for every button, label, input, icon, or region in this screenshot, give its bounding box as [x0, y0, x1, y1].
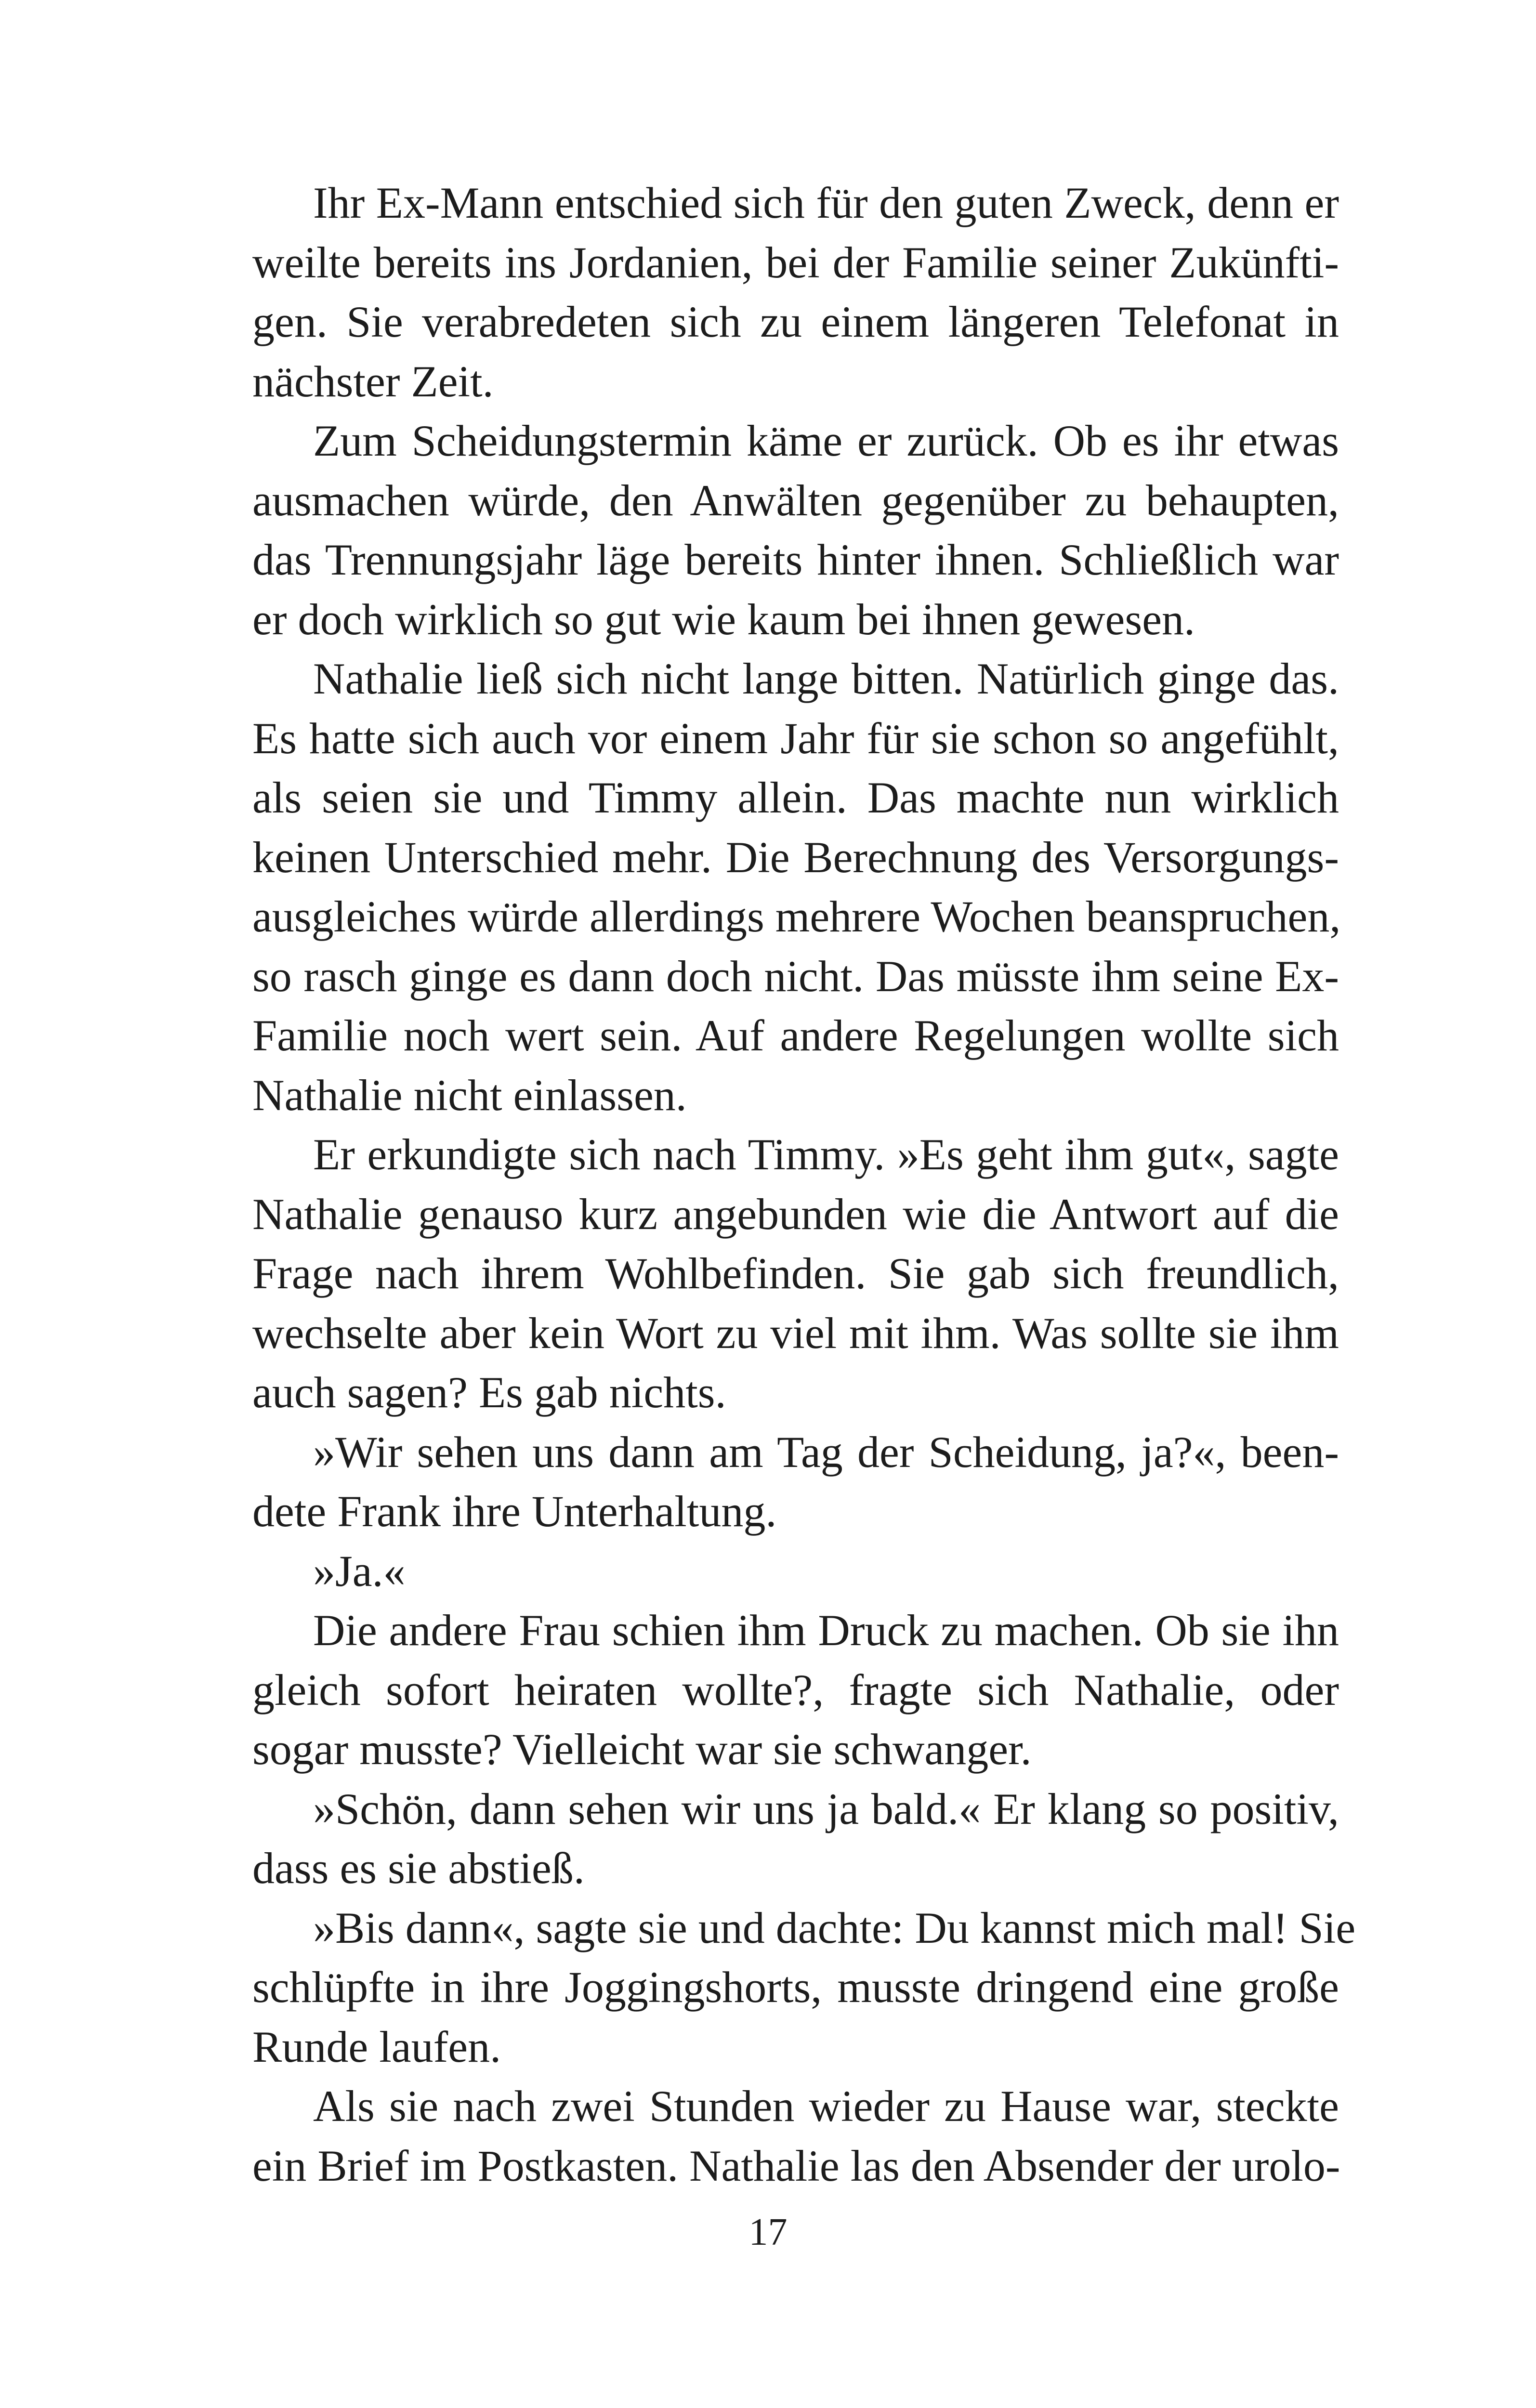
text-line: ausmachen würde, den Anwälten gegenüber zu behaupten,	[252, 475, 1339, 525]
text-line: sogar musste? Vielleicht war sie schwanger.	[252, 1725, 1032, 1774]
body-text	[252, 173, 1356, 2196]
text-line: Nathalie ließ sich nicht lange bitten. Natürlich ginge das.	[313, 654, 1339, 703]
text-line: er doch wirklich so gut wie kaum bei ihnen gewesen.	[252, 594, 1195, 644]
text-line: Runde laufen.	[252, 2022, 501, 2071]
text-line: Familie noch wert sein. Auf andere Regelungen wollte sich	[252, 1011, 1339, 1060]
text-line: ein Brief im Postkasten. Nathalie las den Absender der urolo-	[252, 2141, 1340, 2190]
text-line: gen. Sie verabredeten sich zu einem längeren Telefonat in	[252, 297, 1339, 346]
text-line: »Wir sehen uns dann am Tag der Scheidung, ja?«, been-	[313, 1427, 1339, 1477]
text-line: nächster Zeit.	[252, 356, 494, 406]
text-line: Nathalie genauso kurz angebunden wie die Antwort auf die	[252, 1189, 1339, 1239]
text-line: »Schön, dann sehen wir uns ja bald.« Er klang so positiv,	[313, 1784, 1339, 1833]
text-line: ausgleiches würde allerdings mehrere Wochen beanspruchen,	[252, 892, 1341, 941]
text-line: weilte bereits ins Jordanien, bei der Familie seiner Zukünfti-	[252, 237, 1339, 287]
text-line: Nathalie nicht einlassen.	[252, 1070, 687, 1120]
text-line: dete Frank ihre Unterhaltung.	[252, 1487, 777, 1536]
text-line: als seien sie und Timmy allein. Das machte nun wirklich	[252, 773, 1339, 822]
text-line: Es hatte sich auch vor einem Jahr für sie schon so angefühlt,	[252, 713, 1339, 763]
text-line: gleich sofort heiraten wollte?, fragte sich Nathalie, oder	[252, 1665, 1339, 1714]
text-line: wechselte aber kein Wort zu viel mit ihm. Was sollte sie ihm	[252, 1308, 1339, 1358]
text-line: Er erkundigte sich nach Timmy. »Es geht ihm gut«, sagte	[313, 1130, 1339, 1179]
text-line: schlüpfte in ihre Joggingshorts, musste dringend eine große	[252, 1963, 1339, 2012]
text-line: das Trennungsjahr läge bereits hinter ihnen. Schließlich war	[252, 535, 1339, 584]
text-line: auch sagen? Es gab nichts.	[252, 1368, 726, 1417]
text-line: so rasch ginge es dann doch nicht. Das müsste ihm seine Ex-	[252, 951, 1339, 1001]
text-line: Als sie nach zwei Stunden wieder zu Hause war, steckte	[313, 2081, 1339, 2131]
text-line: »Ja.«	[313, 1546, 406, 1596]
text-line: »Bis dann«, sagte sie und dachte: Du kannst mich mal! Sie	[313, 1903, 1356, 1952]
text-line: dass es sie abstieß.	[252, 1844, 585, 1893]
text-line: Frage nach ihrem Wohlbefinden. Sie gab sich freundlich,	[252, 1249, 1339, 1298]
text-line: keinen Unterschied mehr. Die Berechnung des Versorgungs-	[252, 832, 1339, 882]
page-number: 17	[748, 2211, 788, 2253]
text-line: Zum Scheidungstermin käme er zurück. Ob es ihr etwas	[313, 416, 1339, 465]
text-line: Ihr Ex-Mann entschied sich für den guten Zweck, denn er	[313, 178, 1339, 227]
text-line: Die andere Frau schien ihm Druck zu machen. Ob sie ihn	[313, 1606, 1339, 1655]
